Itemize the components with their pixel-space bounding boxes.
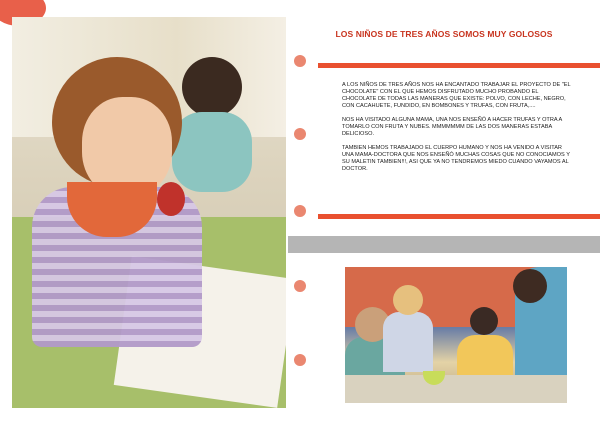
top-rule [318, 63, 600, 68]
binder-dot [294, 55, 306, 67]
body-paragraph-1: A LOS NIÑOS DE TRES AÑOS NOS HA ENCANTADO TRABAJAR EL PROYECTO DE "EL CHOCOLATE" CON EL QUE HEMOS DISFRUTADO MUCHO PROBANDO EL CHOCOLATE DE TODAS LAS MANERAS QUE EXISTE: POLVO, CON LECHE, NEGRO, CON CACAHUETE, FUNDIDO, EN BOMBONES Y TRUFAS, CON FRUTA,.... [342, 82, 571, 109]
body-paragraph-2: NOS HA VISITADO ALGUNA MAMA, UNA NOS ENSEÑÓ A HACER TRUFAS Y OTRA A TOMARLO CON FRUTA Y NUBES. MMMMMMM DE LAS DOS MANERAS ESTABA DELICIOSO. [342, 117, 562, 137]
body-paragraph-3: TAMBIEN HEMOS TRABAJADO EL CUERPO HUMANO Y NOS HA VENIDO A VISITAR UNA MAMA-DOCTORA QUE NOS ENSEÑÓ MUCHAS COSAS QUE NO CONOCIAMOS Y SU MALETIN TAMBIEN!!!, ASI QUE YA NO TENDREMOS MIEDO CUANDO VAYAMOS AL DOCTOR. [342, 145, 570, 172]
binder-dot [294, 354, 306, 366]
photo-strawberry [157, 182, 185, 216]
photo-child-background-head [182, 57, 242, 117]
binder-dot [294, 128, 306, 140]
binder-dot [294, 205, 306, 217]
photo-child-center-head [393, 285, 423, 315]
binder-dot [294, 280, 306, 292]
main-photo-girl-eating-strawberry [12, 17, 286, 408]
grey-band [288, 236, 600, 253]
body-text [342, 82, 574, 180]
page-title: LOS NIÑOS DE TRES AÑOS SOMOS MUY GOLOSOS [335, 29, 553, 39]
photo-child-background-body [172, 112, 252, 192]
photo-child-center-body [383, 312, 433, 372]
photo-adult-head [513, 269, 547, 303]
photo-table [345, 375, 567, 403]
classroom-photo-children-with-adult [345, 267, 567, 403]
bottom-rule [318, 214, 600, 219]
photo-child-right-head [470, 307, 498, 335]
